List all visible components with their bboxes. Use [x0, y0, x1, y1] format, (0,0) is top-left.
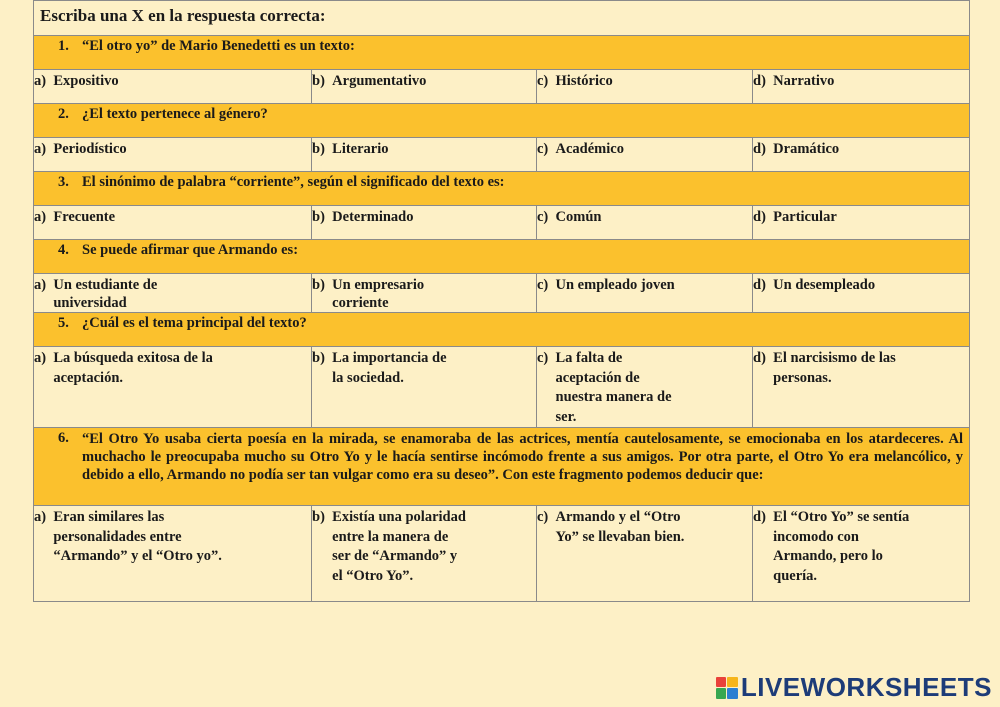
option-text: Particular [773, 209, 837, 225]
option-letter: d) [753, 73, 766, 89]
option-letter: d) [753, 209, 766, 225]
option-3-a[interactable] [34, 206, 312, 240]
brand-name: LIVEWORKSHEETS [740, 672, 992, 702]
option-1-a[interactable] [34, 70, 312, 104]
question-5 [34, 313, 970, 347]
option-text: Un empleado joven [555, 277, 675, 293]
option-letter: a) [34, 350, 47, 366]
option-text: Dramático [773, 141, 840, 157]
option-text: Armando y el “Otro Yo” se llevaban bien. [555, 509, 685, 545]
option-letter: b) [312, 277, 325, 293]
logo-tile-red [716, 677, 727, 688]
option-text: Literario [332, 141, 389, 157]
option-2-b[interactable] [312, 138, 537, 172]
option-4-c[interactable] [537, 274, 753, 313]
option-text: Académico [555, 141, 624, 157]
option-4-a[interactable] [34, 274, 312, 313]
option-letter: a) [34, 141, 47, 157]
option-letter: b) [312, 141, 325, 157]
option-5-b[interactable] [312, 347, 537, 428]
option-text: Determinado [332, 209, 414, 225]
question-4 [34, 240, 970, 274]
option-2-a[interactable] [34, 138, 312, 172]
option-letter: c) [537, 141, 549, 157]
question-number: 4. [58, 242, 69, 258]
option-5-d[interactable] [753, 347, 970, 428]
question-text: “El Otro Yo usaba cierta poesía en la mirada, se enamoraba de las actrices, mentía cautelosamente, se emocionaba en los atardeceres. Al muchacho le preocupaba mucho su Otro Yo y le hacía sentirse incómodo frente a sus amigos. Por otra parte, el Otro Yo era melancólico, y debido a ello, Armando no podía ser tan vulgar como era su deseo”. Con este fragmento podemos deducir que: [82, 431, 964, 483]
option-text: Expositivo [53, 73, 119, 89]
worksheet-title: Escriba una X en la respuesta correcta: [34, 1, 970, 36]
option-letter: b) [312, 509, 325, 525]
option-6-a[interactable] [34, 506, 312, 602]
option-5-a[interactable] [34, 347, 312, 428]
option-text: El “Otro Yo” se sentía incomodo con Armando, pero lo quería. [773, 509, 910, 584]
option-letter: d) [753, 350, 766, 366]
option-letter: d) [753, 277, 766, 293]
option-text: Existía una polaridad entre la manera de ser de “Armando” y el “Otro Yo”. [332, 509, 466, 584]
option-letter: c) [537, 209, 549, 225]
worksheet-table [33, 0, 970, 602]
logo-tile-blue [727, 688, 738, 699]
option-text: Un estudiante de universidad [53, 277, 158, 311]
option-text: La importancia de la sociedad. [332, 350, 447, 386]
option-text: Común [555, 209, 602, 225]
option-text: Narrativo [773, 73, 835, 89]
option-letter: c) [537, 277, 549, 293]
liveworksheets-logo-icon [716, 677, 738, 699]
option-text: La búsqueda exitosa de la aceptación. [53, 350, 213, 386]
option-text: Argumentativo [332, 73, 427, 89]
question-text: Se puede afirmar que Armando es: [82, 242, 299, 258]
option-3-b[interactable] [312, 206, 537, 240]
option-letter: b) [312, 350, 325, 366]
liveworksheets-logo [716, 672, 992, 703]
option-5-c[interactable] [537, 347, 753, 428]
question-2 [34, 104, 970, 138]
question-text: ¿Cuál es el tema principal del texto? [82, 315, 307, 331]
option-6-b[interactable] [312, 506, 537, 602]
option-letter: c) [537, 73, 549, 89]
option-1-b[interactable] [312, 70, 537, 104]
option-letter: c) [537, 509, 549, 525]
option-letter: a) [34, 209, 47, 225]
question-3 [34, 172, 970, 206]
option-1-c[interactable] [537, 70, 753, 104]
option-4-b[interactable] [312, 274, 537, 313]
question-number: 1. [58, 38, 69, 54]
option-4-d[interactable] [753, 274, 970, 313]
question-text: El sinónimo de palabra “corriente”, según el significado del texto es: [82, 174, 505, 190]
option-letter: d) [753, 509, 766, 525]
option-6-c[interactable] [537, 506, 753, 602]
option-text: Periodístico [53, 141, 127, 157]
option-letter: b) [312, 209, 325, 225]
option-2-c[interactable] [537, 138, 753, 172]
question-number: 6. [58, 430, 69, 446]
question-6 [34, 428, 970, 506]
option-letter: a) [34, 509, 47, 525]
option-3-c[interactable] [537, 206, 753, 240]
option-2-d[interactable] [753, 138, 970, 172]
option-3-d[interactable] [753, 206, 970, 240]
option-letter: a) [34, 277, 47, 293]
logo-tile-yellow [727, 677, 738, 688]
option-text: Eran similares las personalidades entre “Armando” y el “Otro yo”. [53, 509, 222, 564]
option-text: Un desempleado [773, 277, 876, 293]
option-text: El narcisismo de las personas. [773, 350, 896, 386]
question-text: ¿El texto pertenece al género? [82, 106, 268, 122]
option-1-d[interactable] [753, 70, 970, 104]
option-letter: c) [537, 350, 549, 366]
option-letter: d) [753, 141, 766, 157]
option-text: Frecuente [53, 209, 116, 225]
option-letter: b) [312, 73, 325, 89]
option-text: Histórico [555, 73, 613, 89]
question-1 [34, 36, 970, 70]
option-text: Un empresario corriente [332, 277, 425, 311]
question-number: 3. [58, 174, 69, 190]
option-letter: a) [34, 73, 47, 89]
question-number: 2. [58, 106, 69, 122]
question-number: 5. [58, 315, 69, 331]
question-text: “El otro yo” de Mario Benedetti es un texto: [82, 38, 355, 54]
option-6-d[interactable] [753, 506, 970, 602]
logo-tile-green [716, 688, 727, 699]
option-text: La falta de aceptación de nuestra manera de ser. [555, 350, 672, 425]
